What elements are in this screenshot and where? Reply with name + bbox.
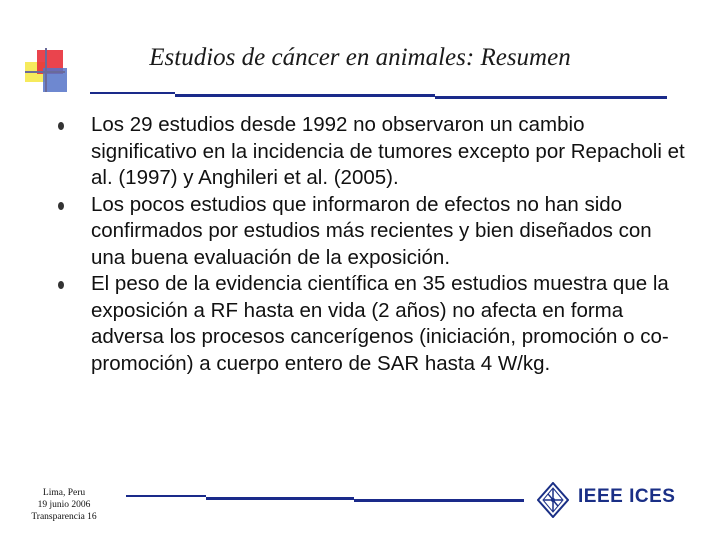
slide-title: Estudios de cáncer en animales: Resumen	[149, 44, 571, 71]
footer-info	[22, 487, 106, 523]
footer-rule-segment-3	[354, 499, 524, 502]
brand-name: IEEE ICES	[578, 486, 676, 507]
title-rule-segment-2	[175, 94, 435, 97]
bullet-list	[58, 112, 688, 377]
bullet-dot-icon	[58, 202, 64, 210]
footer-rule-segment-1	[126, 495, 206, 497]
title-rule-segment-1	[90, 92, 175, 94]
footer-slide-label: Transparencia 16	[31, 512, 97, 522]
footer-location: Lima, Peru	[42, 488, 86, 498]
logo-horizontal-line	[25, 71, 65, 73]
bullet-text: Los pocos estudios que informaron de efectos no han sido confirmados por estudios más recientes y bien diseñados con una buena evaluación de la exposición.	[91, 192, 652, 269]
ieee-diamond-icon	[537, 482, 569, 518]
bullet-item	[58, 271, 688, 377]
bullet-text: El peso de la evidencia científica en 35 estudios muestra que la exposición a RF hasta en vida (2 años) no afecta en forma adversa los procesos cancerígenos (iniciación, promoción o co-promoción) a cuerpo entero de SAR hasta 4 W/kg.	[91, 272, 669, 375]
bullet-dot-icon	[58, 281, 64, 289]
title-rule-segment-3	[435, 96, 667, 99]
logo-vertical-line	[45, 48, 47, 92]
footer-date: 19 junio 2006	[37, 500, 91, 510]
bullet-item	[58, 112, 688, 192]
colored-squares-icon	[25, 48, 65, 92]
bullet-text: Los 29 estudios desde 1992 no observaron un cambio significativo en la incidencia de tumores excepto por Repacholi et al. (1997) y Anghileri et al. (2005).	[91, 113, 685, 189]
footer-rule-segment-2	[206, 497, 354, 500]
bullet-dot-icon	[58, 122, 64, 130]
bullet-item	[58, 192, 688, 272]
